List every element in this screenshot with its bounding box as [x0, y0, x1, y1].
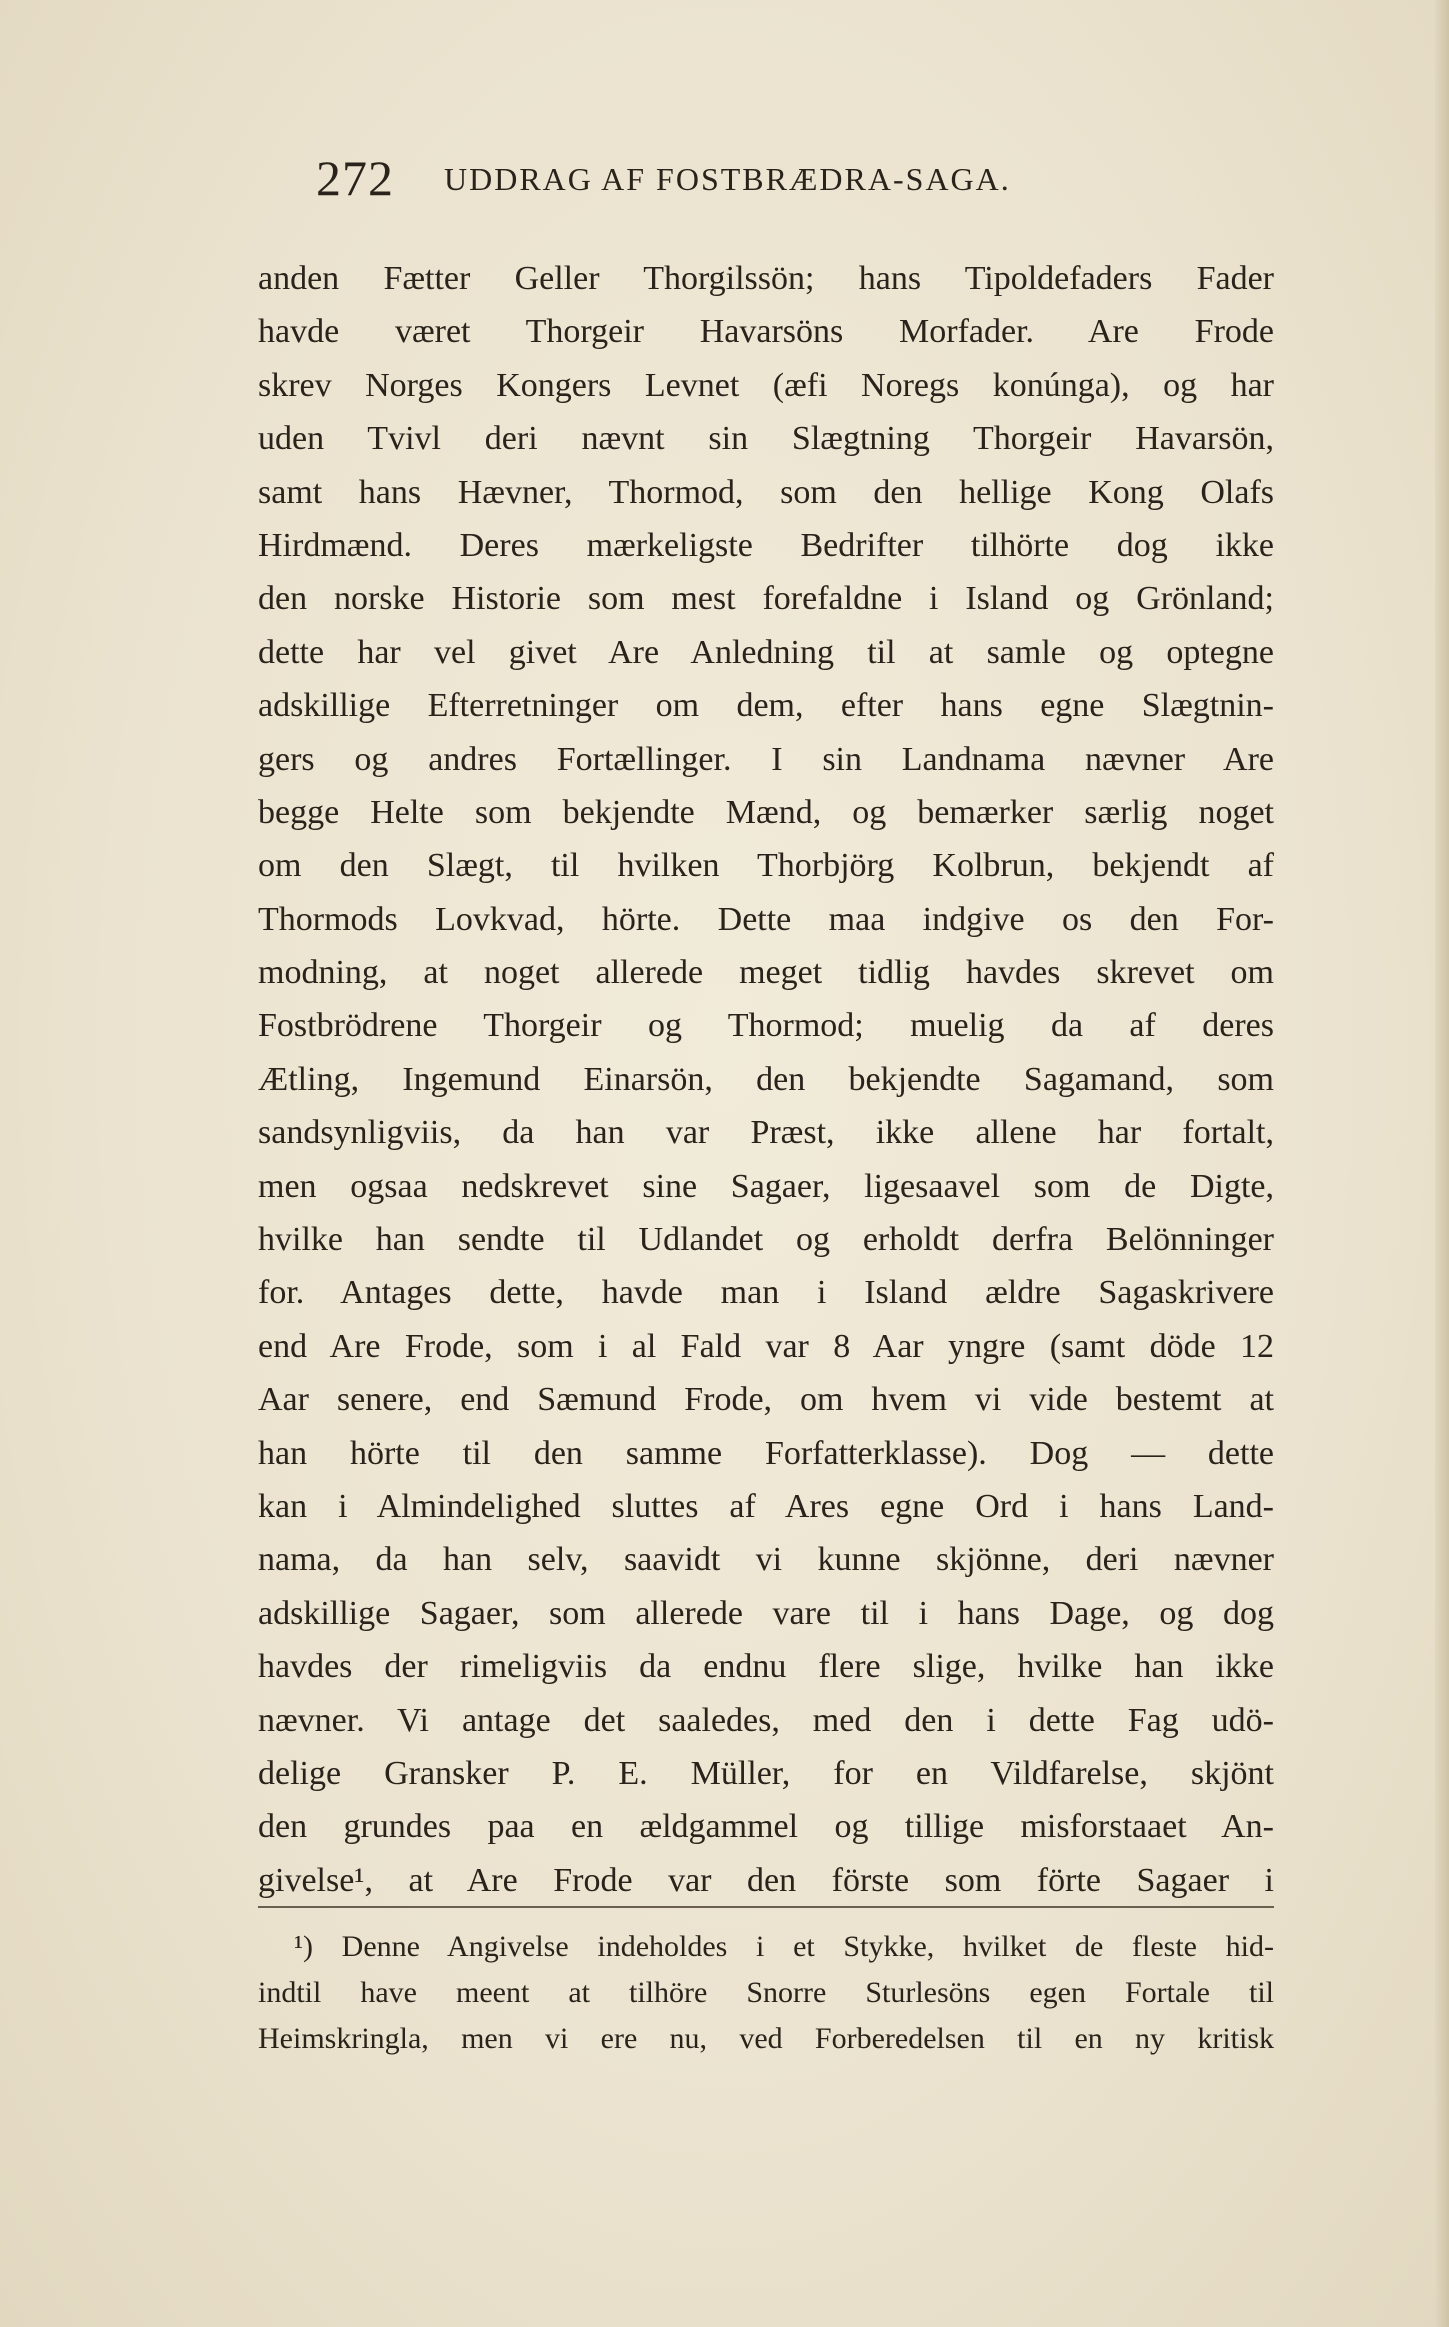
text-line: men ogsaa nedskrevet sine Sagaer, ligesaavel som de Digte, [258, 1167, 1274, 1205]
footnote-line: ¹) Denne Angivelse indeholdes i et Stykke, hvilket de fleste hid- [294, 1930, 1274, 1963]
text-line: nama, da han selv, saavidt vi kunne skjönne, deri nævner [258, 1541, 1274, 1579]
running-title: UDDRAG AF FOSTBRÆDRA-SAGA. [444, 161, 1011, 197]
text-line: skrev Norges Kongers Levnet (æfi Noregs konúnga), og har [258, 366, 1274, 404]
text-line: samt hans Hævner, Thormod, som den hellige Kong Olafs [258, 473, 1274, 511]
text-line: givelse¹, at Are Frode var den förste som förte Sagaer i [258, 1861, 1274, 1899]
text-line: den grundes paa en ældgammel og tillige misforstaaet An- [258, 1808, 1274, 1846]
text-line: end Are Frode, som i al Fald var 8 Aar yngre (samt döde 12 [258, 1327, 1274, 1365]
footnote-line: Heimskringla, men vi ere nu, ved Forberedelsen til en ny kritisk [258, 2022, 1274, 2055]
page-header [316, 143, 1276, 213]
text-line: han hörte til den samme Forfatterklasse). Dog — dette [258, 1434, 1274, 1472]
text-line: nævner. Vi antage det saaledes, med den i dette Fag udö- [258, 1701, 1274, 1739]
footnote-rule [258, 1906, 1274, 1908]
footnote [258, 1924, 1274, 2062]
text-line: Hirdmænd. Deres mærkeligste Bedrifter tilhörte dog ikke [258, 526, 1274, 564]
text-line: adskillige Sagaer, som allerede vare til i hans Dage, og dog [258, 1594, 1274, 1632]
body-text [258, 252, 1274, 1907]
text-line: adskillige Efterretninger om dem, efter hans egne Slægtnin- [258, 687, 1274, 725]
footnote-line: indtil have meent at tilhöre Snorre Sturlesöns egen Fortale til [258, 1976, 1274, 2009]
text-line: gers og andres Fortællinger. I sin Landnama nævner Are [258, 740, 1274, 778]
text-line: uden Tvivl deri nævnt sin Slægtning Thorgeir Havarsön, [258, 420, 1274, 458]
text-line: kan i Almindelighed sluttes af Ares egne Ord i hans Land- [258, 1487, 1274, 1525]
text-line: havdes der rimeligviis da endnu flere slige, hvilke han ikke [258, 1648, 1274, 1686]
text-line: om den Slægt, til hvilken Thorbjörg Kolbrun, bekjendt af [258, 847, 1274, 885]
text-line: modning, at noget allerede meget tidlig havdes skrevet om [258, 954, 1274, 992]
text-line: hvilke han sendte til Udlandet og erholdt derfra Belönninger [258, 1221, 1274, 1259]
text-line: sandsynligviis, da han var Præst, ikke allene har fortalt, [258, 1114, 1274, 1152]
text-line: Thormods Lovkvad, hörte. Dette maa indgive os den For- [258, 900, 1274, 938]
text-line: den norske Historie som mest forefaldne i Island og Grönland; [258, 580, 1274, 618]
text-line: dette har vel givet Are Anledning til at samle og optegne [258, 633, 1274, 671]
text-line: havde været Thorgeir Havarsöns Morfader. Are Frode [258, 313, 1274, 351]
text-line: anden Fætter Geller Thorgilssön; hans Tipoldefaders Fader [258, 260, 1274, 297]
text-line: delige Gransker P. E. Müller, for en Vildfarelse, skjönt [258, 1754, 1274, 1792]
text-line: Ætling, Ingemund Einarsön, den bekjendte Sagamand, som [258, 1060, 1274, 1098]
page-edge [1435, 0, 1449, 2327]
text-line: begge Helte som bekjendte Mænd, og bemærker særlig noget [258, 793, 1274, 831]
text-line: for. Antages dette, havde man i Island ældre Sagaskrivere [258, 1274, 1274, 1312]
text-line: Fostbrödrene Thorgeir og Thormod; muelig da af deres [258, 1007, 1274, 1045]
page-number: 272 [316, 150, 394, 206]
text-line: Aar senere, end Sæmund Frode, om hvem vi vide bestemt at [258, 1381, 1274, 1419]
